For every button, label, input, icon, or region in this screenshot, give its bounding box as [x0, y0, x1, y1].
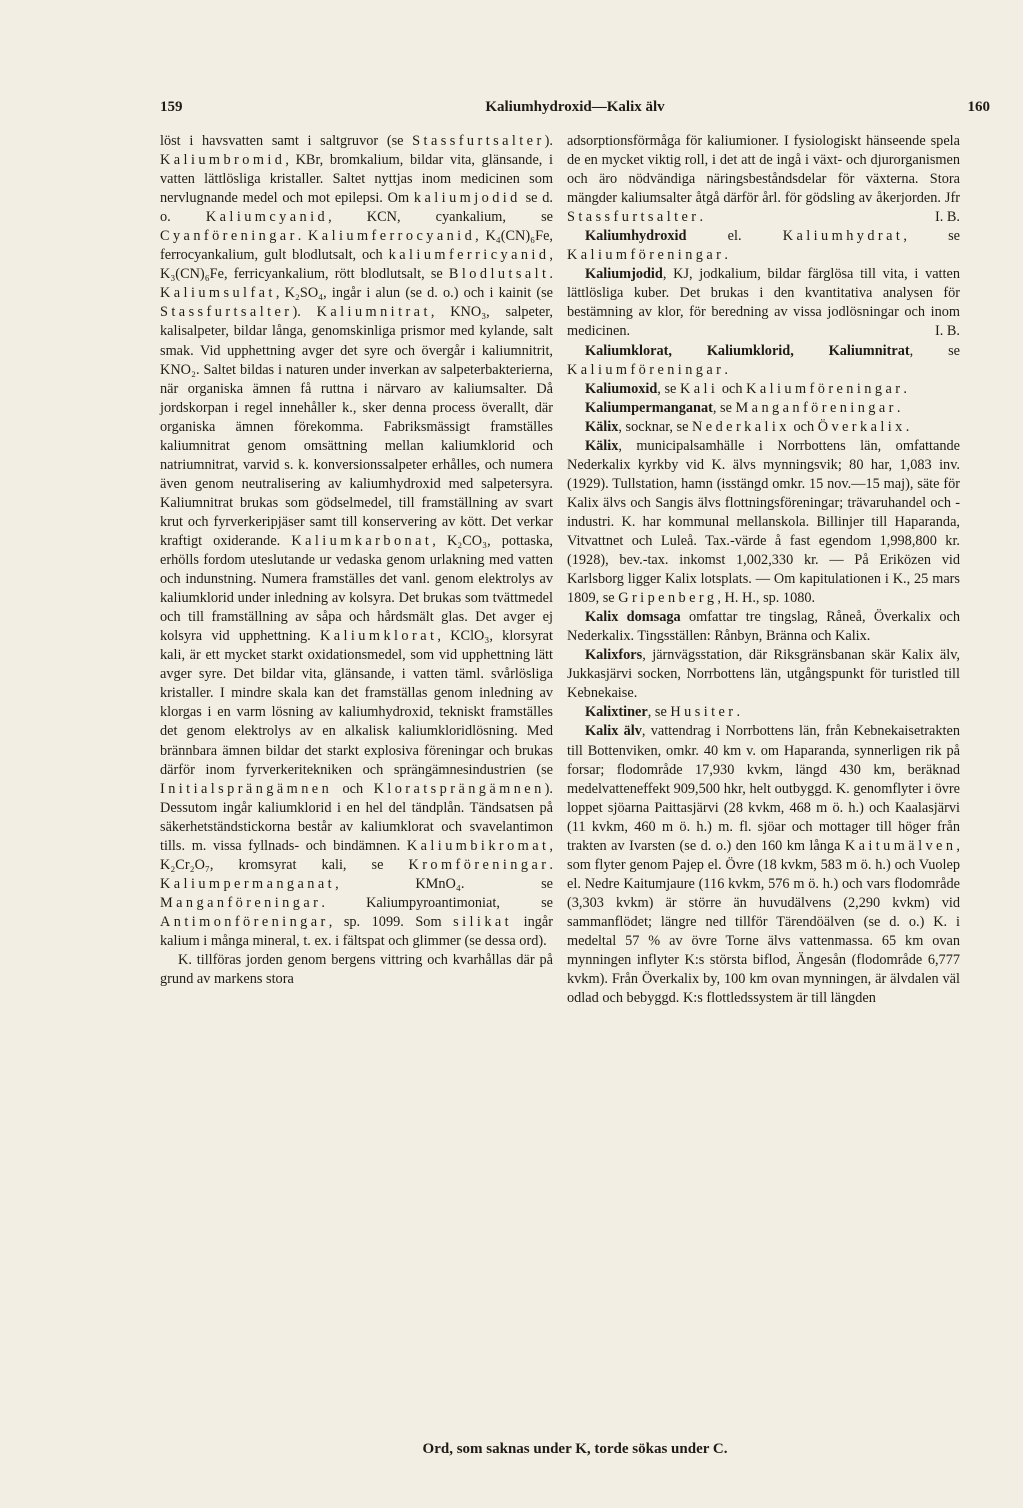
paragraph: K. tillföras jorden genom bergens vittring och kvarhållas där på grund av markens stora — [160, 952, 553, 988]
right-column — [567, 132, 960, 1008]
entry-headword: Kalixtiner — [585, 704, 648, 721]
entry-headword: Kaliumhydroxid — [585, 228, 687, 245]
left-column — [160, 132, 553, 989]
entry-kalix-municipalsamhalle: Kälix, municipalsamhälle i Norrbottens län, omfattande Nederkalix kyrkby vid K. älvs mynningsvik; 80 har, 1,083 inv. (1929). Tullstation, hamn (isstängd omkr. 15 nov.—15 maj), säte för Kalix älvs och Sangis älvs flottningsföreningar; trävaruhandel och -industri. K. har kommunal mellanskola. Billinjer till Haparanda, Vitvattnet och Luleå. Tax.-värde å fast egendom 1,998,800 kr. (1928), bev.-tax. inkomst 1,002,330 kr. — På Eriközen vid Karlsborg ligger Kalix lotsplats. — Om kapitulationen i K., 25 mars 1809, se Gripenberg, H. H., sp. 1080. — [567, 437, 960, 607]
entry-headword: Kälix — [585, 418, 619, 435]
entry-headword: Kalixfors — [585, 647, 643, 664]
entry-kalixtiner: Kalixtiner, se Husiter. — [585, 704, 741, 721]
entry-headword: Kalix älv — [585, 723, 642, 740]
entry-headword: Kalix domsaga — [585, 609, 681, 626]
running-title: Kaliumhydroxid—Kalix älv — [485, 99, 665, 115]
entry-kalix-alv: Kalix älv, vattendrag i Norrbottens län, från Kebnekaisetrakten till Bottenviken, omkr. 40 km v. om Haparanda, synnerligen rik på forsar; flodområde 17,930 kvkm, längd 430 km, beräknad medelvatteneffekt 909,500 hkr, helt outbyggd. K. genomflyter i övre loppet sjöarna Paittasjärvi (28 kvkm, 468 m ö. h.) och Kaalasjärvi (11 kvkm, 460 m ö. h.) m. fl. sjöar och mottager till höger från trakten av Ivarsten (se d. o.) den 160 km långa Kaitumälven, som flyter genom Pajep el. Övre (18 kvkm, 583 m ö. h.) och Vuolep el. Nedre Kaitumjaure (116 kvkm, 576 m ö. h.) och vars flodområde (3,303 kvkm) är större än huvudälvens (2,290 kvkm) vid sammanflödet; längre ned tillför Tärendöälven (se d. o.) K. i medeltal 57 % av övre Torne älvs vattenmassa. 65 km ovan mynningen inflyter K:s största biflod, Ängesån (flodområde 6,777 kvkm). Från Överkalix by, 100 km ovan mynningen, är älvdalen väl odlad och bebyggd. K:s flottledssystem är till längden — [567, 723, 960, 1007]
entry-headword: Kaliumoxid — [585, 380, 658, 397]
entry-kalix-domsaga: Kalix domsaga omfattar tre tingslag, Råneå, Överkalix och Nederkalix. Tingsställen: Rånbyn, Bränna och Kalix. — [567, 609, 960, 645]
entry-headword: Kälix — [585, 437, 619, 454]
entry-kaliumjodid: Kaliumjodid, KJ, jodkalium, bildar färglösa till vita, i vatten lättlösliga kuber. Det brukas i den kvantitativa analysen för bestämning av klor, för beredning av vissa jodlösningar och inom medicinen. I. B. — [567, 265, 960, 341]
entry-kalix-socknar: Kälix, socknar, se Nederkalix och Överkalix. — [585, 418, 910, 435]
entry-kaliumoxid: Kaliumoxid, se Kali och Kaliumföreningar. — [585, 380, 907, 397]
page-number-right: 160 — [967, 99, 990, 115]
page-header — [160, 99, 990, 123]
entry-kaliumhydroxid: Kaliumhydroxid el. Kaliumhydrat, se Kaliumföreningar. — [567, 228, 960, 264]
entry-headword: Kaliumpermanganat — [585, 399, 713, 416]
page-number-left: 159 — [160, 99, 183, 115]
entry-kaliumpermanganat: Kaliumpermanganat, se Manganföreningar. — [585, 399, 901, 416]
paragraph: löst i havsvatten samt i saltgruvor (se Stassfurtsalter). Kaliumbromid, KBr, bromkalium, bildar vita, glänsande, i vatten lättlösliga kristaller. Saltet nyttjas inom medicinen som nervlugnande medel och mot epilepsi. Om kaliumjodid se d. o. Kaliumcyanid, KCN, cyankalium, se Cyanföreningar. Kaliumferrocyanid, K₄(CN)₆Fe, ferrocyankalium, gult blodlutsalt, och kaliumferricyanid, K₃(CN)₆Fe, ferricyankalium, rött blodlutsalt, se Blodlutsalt. Kaliumsulfat, K₂SO₄, ingår i alun (se d. o.) och i kainit (se Stassfurtsalter). Kaliumnitrat, KNO₃, salpeter, kalisalpeter, bildar långa, genomskinliga prismor med kylande, salt smak. Vid upphettning avger det syre och övergår i kaliumnitrit, KNO₂. Saltet bildas i naturen under inverkan av salpeterbakterierna, när organiska ämnen få ruttna i närvaro av kaliumsalter. Då jordskorpan i regel innehåller k., sker denna process överallt, där organiska ämnen förekomma. Fabriksmässigt framställes kaliumnitrat genom omsättning mellan kaliumklorid och natriumnitrat, varvid s. k. konversionssalpeter erhålles, och numera även genom neutralisering av kaliumhydroxid med salpetersyra. Kaliumnitrat brukas som gödselmedel, till framställning av svart krut och fyrverkeripjäser samt till konservering av kött. Det verkar kraftigt oxiderande. Kaliumkarbonat, K₂CO₃, pottaska, erhölls fordom uteslutande ur vedaska genom urlakning med vatten och indunstning. Numera framställes det vanl. genom elektrolys av kaliumklorid under inledning av kolsyra. Det brukas som tvättmedel och till framställning av såpa och hårdsmält glas. Det avger ej kolsyra vid upphettning. Kaliumklorat, KClO₃, klorsyrat kali, är ett mycket starkt oxidationsmedel, som vid upphettning lätt avger syre. Det bildar vita, glänsande, i vatten täml. svårlösliga kristaller. I mindre skala kan det framställas genom inledning av klorgas i en varm lösning av kaliumhydroxid, tekniskt framställes det genom elektrolys av en alkalisk kaliumkloridlösning. Med brännbara ämnen bildar det starkt explosiva föreningar och brukas därför inom fyrverkeritekniken och sprängämnesindustrien (se Initialsprängämnen och Kloratsprängämnen). Dessutom ingår kaliumklorid i en hel del tändplån. Tändsatsen på säkerhetständstickorna består av kaliumklorat och svavelantimon tills. m. vissa fyllnads- och bindämnen. Kaliumbikromat, K₂Cr₂O₇, kromsyrat kali, se Kromföreningar. Kaliumpermanganat, KMnO₄. se Manganföreningar. Kaliumpyroantimoniat, se Antimonföreningar, sp. 1099. Som silikat ingår kalium i många mineral, t. ex. i fältspat och glimmer (se dessa ord). — [160, 133, 553, 949]
entry-kalixfors: Kalixfors, järnvägsstation, där Riksgränsbanan skär Kalix älv, Jukkasjärvi socken, Norrbottens län, utgångspunkt för turistled till Kebnekaise. — [567, 647, 960, 702]
entry-kaliumklorat: Kaliumklorat, Kaliumklorid, Kaliumnitrat, se Kaliumföreningar. — [567, 342, 960, 378]
author-signature: I. B. — [934, 209, 960, 226]
entry-headword: Kaliumklorat, Kaliumklorid, Kaliumnitrat — [585, 342, 910, 359]
author-signature: I. B. — [934, 323, 960, 340]
paragraph: adsorptionsförmåga för kaliumioner. I fysiologiskt hänseende spela de en mycket viktig roll, i det att de ingå i växt- och djurorganismen och äro nödvändiga näringsbeståndsdelar för växterna. Stora mängder kaliumsalter åtgå därför årl. för gödsling av åkerjorden. Jfr Stassfurtsalter. I. B. — [567, 132, 960, 227]
page-footer-note: Ord, som saknas under K, torde sökas under C. — [422, 1441, 728, 1457]
entry-headword: Kaliumjodid — [585, 266, 663, 283]
